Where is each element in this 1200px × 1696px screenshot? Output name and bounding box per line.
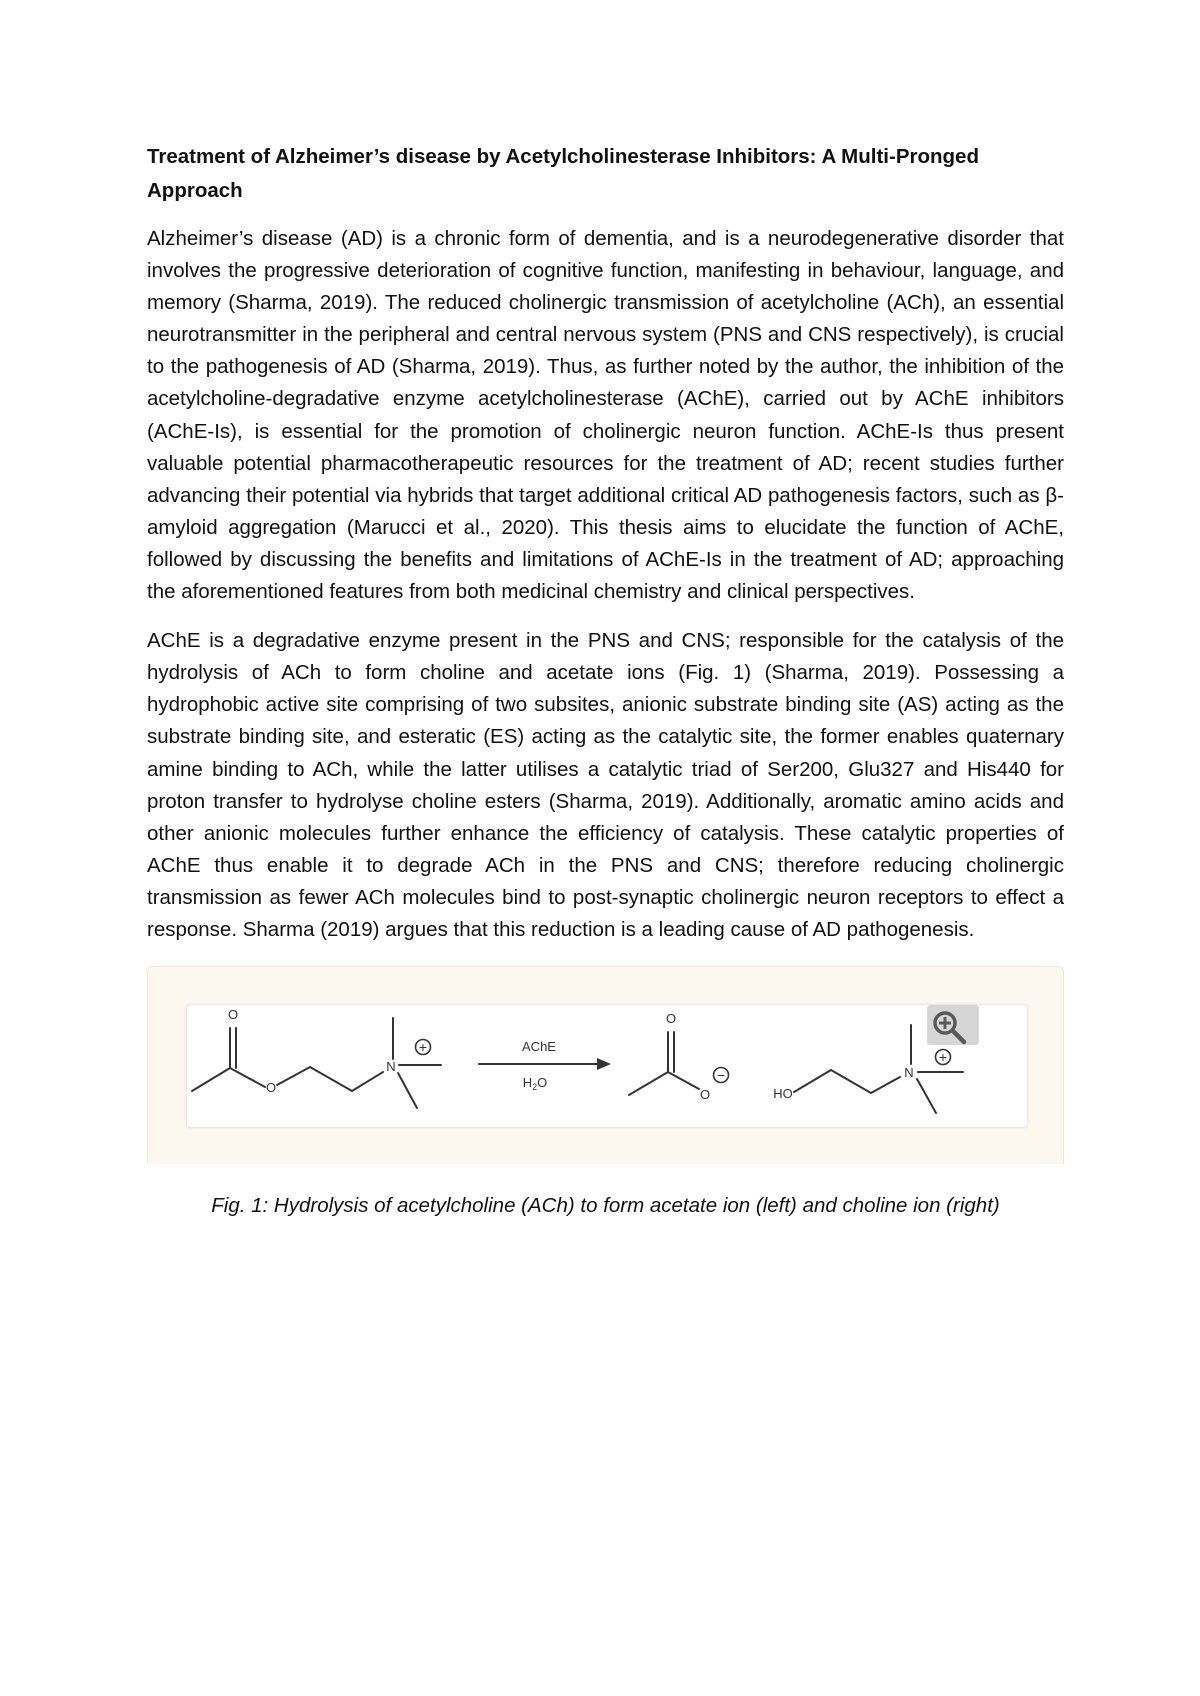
bond-acetate-methyl	[629, 1072, 668, 1095]
bond-choline-ho-ch2	[794, 1070, 831, 1092]
charge-plus-left: +	[418, 1039, 428, 1056]
arrow-label-h2o	[523, 1075, 548, 1092]
zoom-in-icon[interactable]	[927, 1005, 979, 1045]
bond-acetate-o-minus	[668, 1072, 699, 1089]
reaction-scheme-svg	[187, 1005, 1027, 1127]
bond-ch2-ch2	[310, 1067, 352, 1091]
atom-o-ester: O	[265, 1080, 277, 1096]
atom-n-left: N	[386, 1059, 396, 1075]
figure-container	[147, 966, 1064, 1164]
bond-choline-ch2-ch2	[831, 1070, 871, 1093]
charge-plus-right: +	[938, 1049, 948, 1066]
bond-choline-n-methyl-down	[917, 1079, 936, 1113]
arrow-label-h: H	[522, 1075, 533, 1091]
bond-carbon-ester-o	[230, 1068, 265, 1087]
atom-o-anion: O	[699, 1087, 711, 1103]
paragraph-intro: Alzheimer’s disease (AD) is a chronic form of dementia, and is a neurodegenerative disorder that involves the progressive deterioration of cognitive function, manifesting in behaviour, language, and memory (Sharma, 2019). The reduced cholinergic transmission of acetylcholine (ACh), an essential neurotransmitter in the peripheral and central nervous system (PNS and CNS respectively), is crucial to the pathogenesis of AD (Sharma, 2019). Thus, as further noted by the author, the inhibition of the acetylcholine-degradative enzyme acetylcholinesterase (AChE), carried out by AChE inhibitors (AChE-Is), is essential for the promotion of cholinergic neuron function. AChE-Is thus present valuable potential pharmacotherapeutic resources for the treatment of AD; recent studies further advancing their potential via hybrids that target additional critical AD pathogenesis factors, such as β-amyloid aggregation (Marucci et al., 2020). This thesis aims to elucidate the function of AChE, followed by discussing the benefits and limitations of AChE-Is in the treatment of AD; approaching the aforementioned features from both medicinal chemistry and clinical perspectives.	[147, 227, 1064, 604]
bond-ester-o-ch2	[277, 1067, 310, 1085]
atom-o-carbonyl-right: O	[665, 1011, 677, 1027]
bond-acetyl-methyl	[192, 1068, 230, 1091]
document-title: Treatment of Alzheimer’s disease by Acetylcholinesterase Inhibitors: A Multi-Pronged Approach	[147, 145, 979, 202]
reaction-arrow-head	[597, 1058, 611, 1070]
charge-minus: −	[716, 1067, 726, 1084]
atom-ho: HO	[773, 1086, 793, 1102]
arrow-label-subscript: 2	[532, 1082, 538, 1093]
bond-ch2-n	[352, 1072, 383, 1091]
paragraph-ache-function: AChE is a degradative enzyme present in the PNS and CNS; responsible for the catalysis of the hydrolysis of ACh to form choline and acetate ions (Fig. 1) (Sharma, 2019). Possessing a hydrophobic active site comprising of two subsites, anionic substrate binding site (AS) acting as the substrate binding site, and esteratic (ES) acting as the catalytic site, the former enables quaternary amine binding to ACh, while the latter utilises a catalytic triad of Ser200, Glu327 and His440 for proton transfer to hydrolyse choline esters (Sharma, 2019). Additionally, aromatic amino acids and other anionic molecules further enhance the efficiency of catalysis. These catalytic properties of AChE thus enable it to degrade ACh in the PNS and CNS; therefore reducing cholinergic transmission as fewer ACh molecules bind to post-synaptic cholinergic neuron receptors to effect a response. Sharma (2019) argues that this reduction is a leading cause of AD pathogenesis.	[147, 629, 1064, 941]
bond-choline-ch2-n	[871, 1077, 900, 1093]
arrow-label-ache: AChE	[522, 1039, 556, 1055]
arrow-label-o: O	[537, 1075, 548, 1091]
bond-n-methyl-down	[398, 1073, 417, 1108]
atom-n-right: N	[904, 1065, 914, 1081]
reaction-scheme	[186, 1004, 1028, 1128]
document-page	[147, 140, 1064, 1222]
figure-caption: Fig. 1: Hydrolysis of acetylcholine (ACh) to form acetate ion (left) and choline ion (right)	[211, 1194, 1000, 1218]
atom-o-carbonyl-left: O	[227, 1007, 239, 1023]
